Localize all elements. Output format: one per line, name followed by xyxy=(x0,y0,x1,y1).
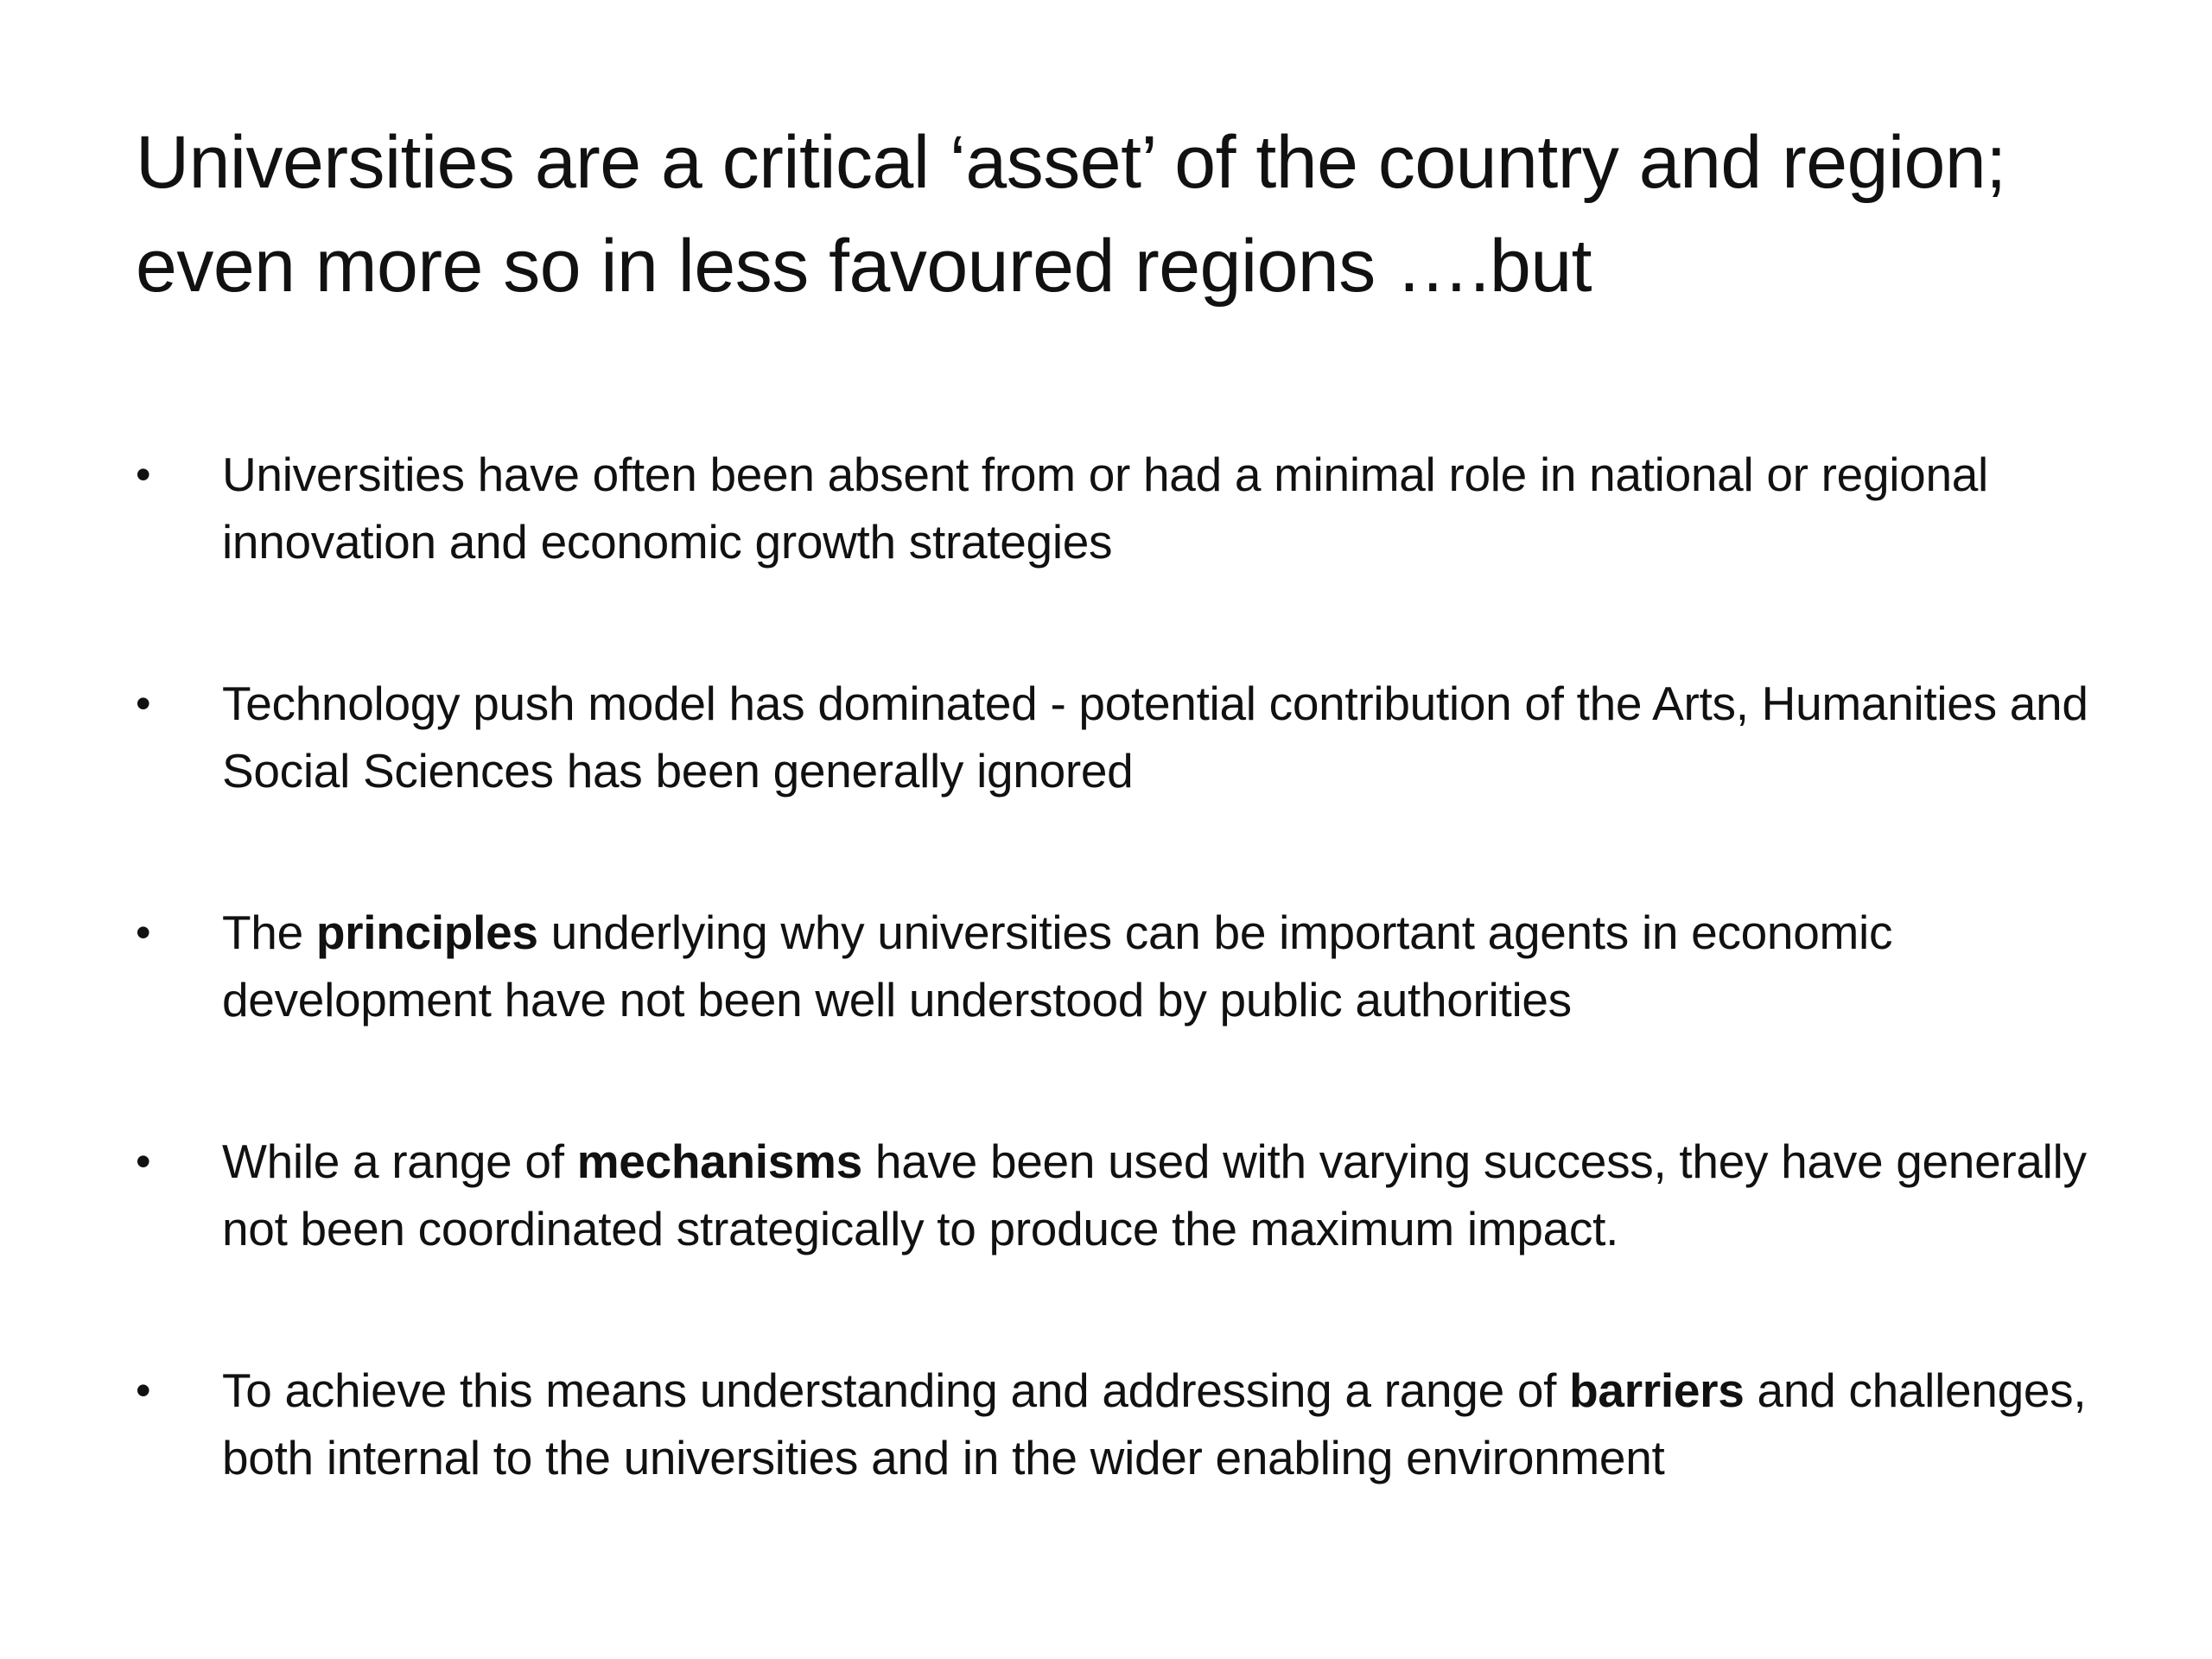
bullet-item xyxy=(136,1357,2123,1491)
bullet-list xyxy=(136,441,2123,1586)
bullet-text xyxy=(222,1135,2087,1255)
bullet-item xyxy=(136,670,2123,804)
bullet-text xyxy=(222,906,1892,1027)
bullet-text-pre: Technology push model has dominated - potential contribution of the Arts, Humanities and Social Sciences has been generally ignored xyxy=(222,677,2088,798)
bullet-text-pre: To achieve this means understanding and addressing a range of xyxy=(222,1363,1570,1417)
bullet-text xyxy=(222,677,2088,798)
bullet-item xyxy=(136,1128,2123,1262)
bullet-text-post: have been used with varying success, they have generally not been coordinated strategically to produce the maximum impact. xyxy=(222,1135,2087,1255)
bullet-text-pre: Universities have often been absent from or had a minimal role in national or regional innovation and economic growth strategies xyxy=(222,448,1988,569)
bullet-glyph: • xyxy=(136,679,151,728)
bullet-text-bold: barriers xyxy=(1569,1363,1745,1417)
bullet-text xyxy=(222,1363,2086,1484)
bullet-text-bold: mechanisms xyxy=(576,1135,862,1188)
bullet-item xyxy=(136,899,2123,1033)
bullet-text-pre: While a range of xyxy=(222,1135,577,1188)
bullet-glyph: • xyxy=(136,1366,151,1414)
bullet-glyph: • xyxy=(136,450,151,499)
bullet-text-bold: principles xyxy=(315,906,538,959)
bullet-item xyxy=(136,441,2123,575)
bullet-text xyxy=(222,448,1988,569)
bullet-text-pre: The xyxy=(222,906,316,959)
bullet-glyph: • xyxy=(136,1137,151,1185)
bullet-glyph: • xyxy=(136,908,151,957)
bullet-text-post: and challenges, both internal to the universities and in the wider enabling environment xyxy=(222,1363,2087,1484)
slide-title: Universities are a critical ‘asset’ of the country and region; even more so in less favoured regions ….but xyxy=(136,121,2006,308)
bullet-text-post: underlying why universities can be important agents in economic development have not been well understood by public authorities xyxy=(222,906,1893,1027)
